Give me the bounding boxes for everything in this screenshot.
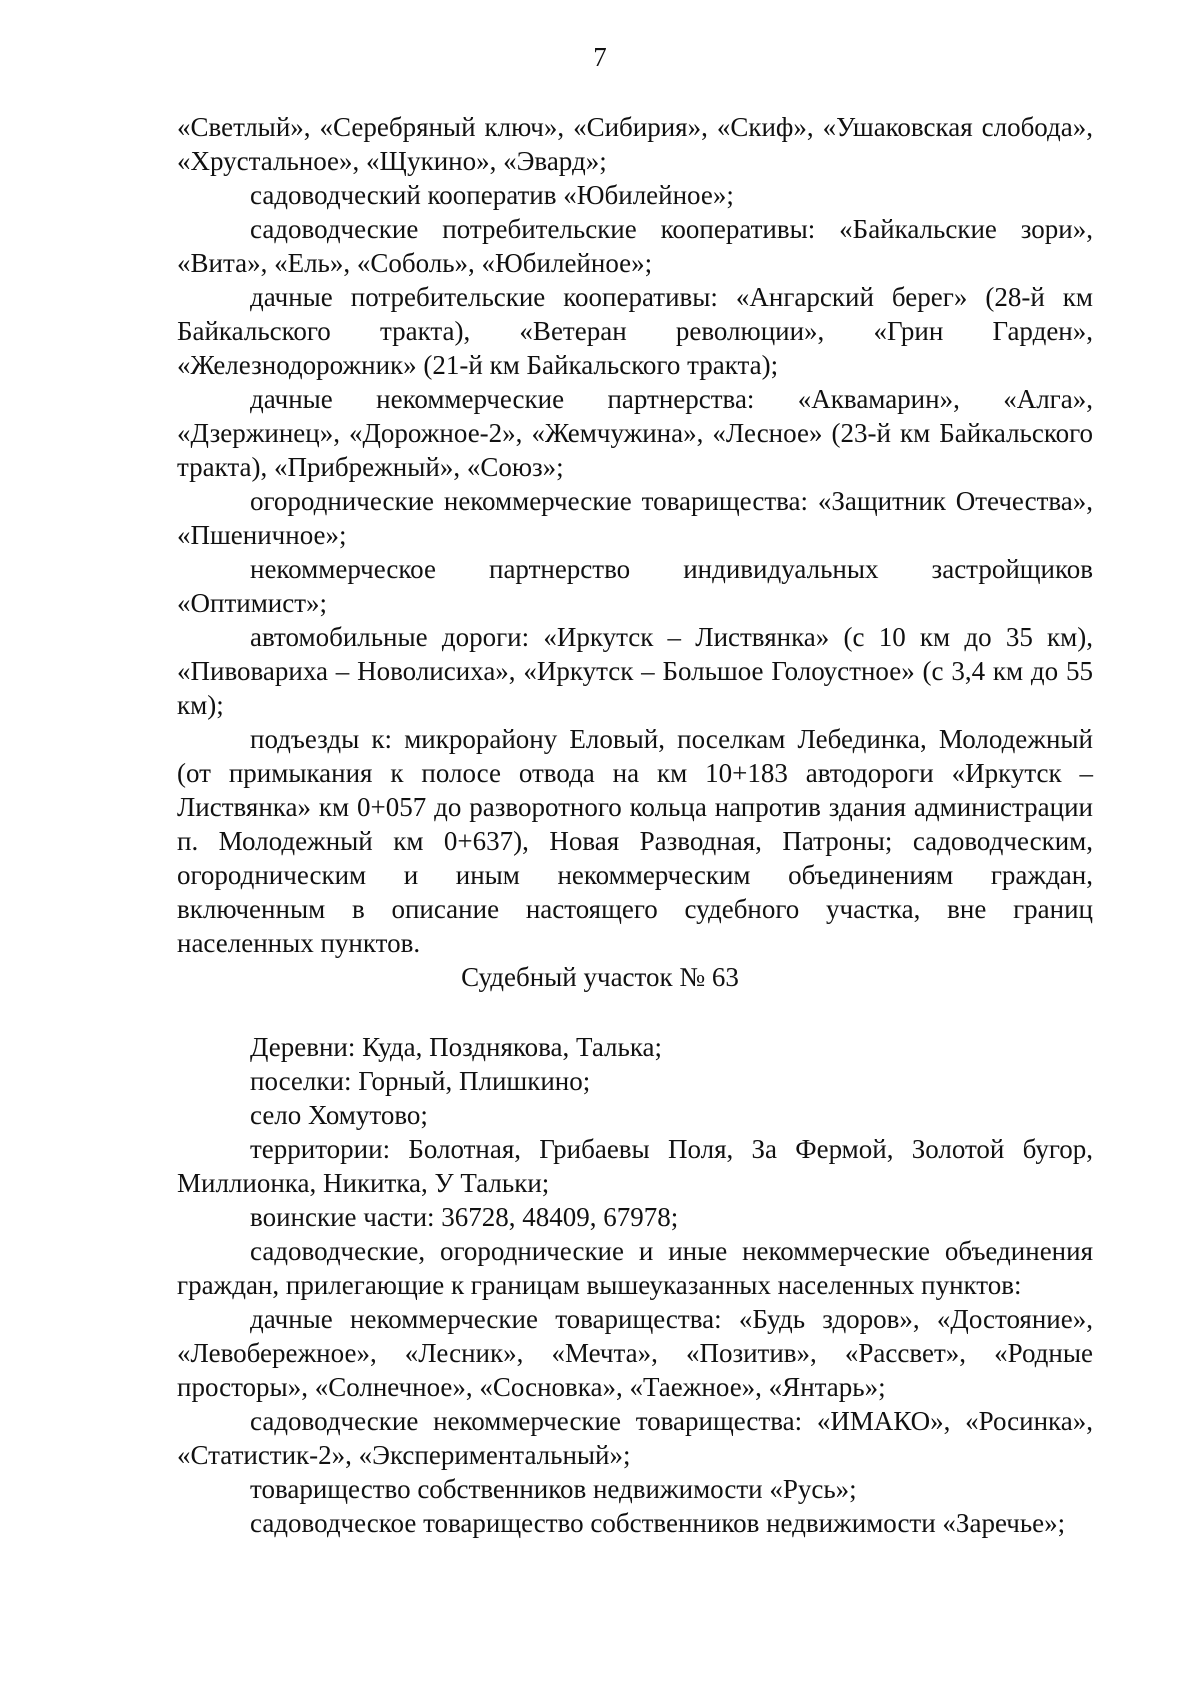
paragraph: «Светлый», «Серебряный ключ», «Сибирия», «Скиф», «Ушаковская слобода», «Хрустальное», «Щукино», «Эвард»; — [177, 112, 1093, 176]
paragraph: садоводческое товарищество собственников недвижимости «Заречье»; — [250, 1508, 1066, 1538]
paragraph: поселки: Горный, Плишкино; — [250, 1066, 591, 1096]
paragraph: садоводческий кооператив «Юбилейное»; — [250, 180, 734, 210]
page-number: 7 — [593, 42, 607, 72]
paragraph: садоводческие некоммерческие товарищества: «ИМАКО», «Росинка», «Статистик-2», «Экспериментальный»; — [177, 1406, 1093, 1470]
paragraph: товарищество собственников недвижимости «Русь»; — [250, 1474, 857, 1504]
paragraph: садоводческие потребительские кооперативы: «Байкальские зори», «Вита», «Ель», «Соболь», «Юбилейное»; — [177, 214, 1093, 278]
paragraph: подъезды к: микрорайону Еловый, поселкам Лебединка, Молодежный (от примыкания к полосе отвода на км 10+183 автодороги «Иркутск – Листвянка» км 0+057 до разворотного кольца напротив здания администрации п. Молодежный км 0+637), Новая Разводная, Патроны; садоводческим, огородническим и иным некоммерческим объединениям граждан, включенным в описание настоящего судебного участка, вне границ населенных пунктов. — [177, 724, 1093, 958]
paragraph: автомобильные дороги: «Иркутск – Листвянка» (с 10 км до 35 км), «Пивовариха – Новолисиха», «Иркутск – Большое Голоустное» (с 3,4 км до 55 км); — [177, 622, 1093, 720]
paragraph: дачные некоммерческие товарищества: «Будь здоров», «Достояние», «Левобережное», «Лесник», «Мечта», «Позитив», «Рассвет», «Родные просторы», «Солнечное», «Сосновка», «Таежное», «Янтарь»; — [177, 1304, 1093, 1402]
paragraph: Деревни: Куда, Позднякова, Талька; — [250, 1032, 663, 1062]
paragraph: село Хомутово; — [250, 1100, 428, 1130]
paragraph: воинские части: 36728, 48409, 67978; — [250, 1202, 679, 1232]
section-two-text — [177, 1030, 1093, 1540]
section-heading: Судебный участок № 63 — [461, 962, 739, 992]
paragraph: дачные некоммерческие партнерства: «Аквамарин», «Алга», «Дзержинец», «Дорожное-2», «Жемчужина», «Лесное» (23-й км Байкальского тракта), «Прибрежный», «Союз»; — [177, 384, 1093, 482]
paragraph: территории: Болотная, Грибаевы Поля, За Фермой, Золотой бугор, Миллионка, Никитка, У Тальки; — [177, 1134, 1093, 1198]
paragraph: садоводческие, огороднические и иные некоммерческие объединения граждан, прилегающие к границам вышеуказанных населенных пунктов: — [177, 1236, 1093, 1300]
paragraph: дачные потребительские кооперативы: «Ангарский берег» (28-й км Байкальского тракта), «Ветеран революции», «Грин Гарден», «Железнодорожник» (21-й км Байкальского тракта); — [177, 282, 1093, 380]
paragraph: некоммерческое партнерство индивидуальных застройщиков «Оптимист»; — [177, 554, 1093, 618]
section-one-text — [177, 110, 1093, 960]
paragraph: огороднические некоммерческие товарищества: «Защитник Отечества», «Пшеничное»; — [177, 486, 1093, 550]
